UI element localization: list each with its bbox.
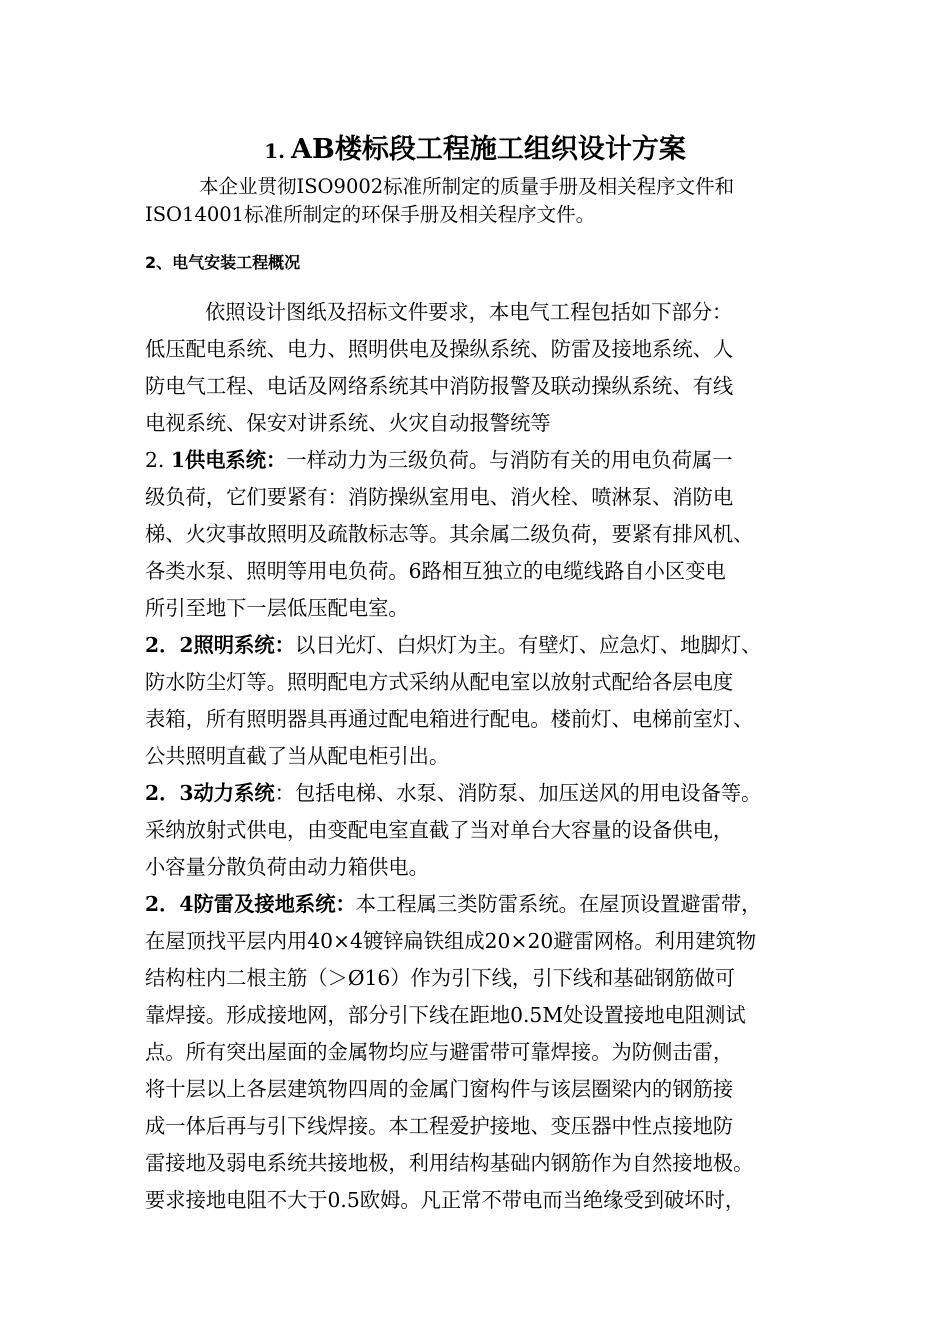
subsection-text: ：包括电梯、水泵、消防泵、加压送风的用电设备等。 — [274, 781, 762, 805]
subsection-label: 4防雷及接地系统： — [179, 892, 356, 916]
overview-line: 电视系统、保安对讲系统、火灾自动报警统等 — [145, 411, 551, 435]
intro-line: ISO14001标准所制定的环保手册及相关程序文件。 — [145, 203, 596, 226]
subsection-power-supply — [145, 442, 835, 479]
subsection-label: 3动力系统 — [179, 781, 275, 805]
paragraph-line: 表箱，所有照明器具再通过配电箱进行配电。楼前灯、电梯前室灯、 — [145, 707, 754, 731]
subsection-lighting — [145, 627, 835, 664]
subsection-number: 2. — [145, 448, 171, 472]
paragraph-line: 点。所有突出屋面的金属物均应与避雷带可靠焊接。为防侧击雷， — [145, 1040, 734, 1064]
subsection-number: 2． — [145, 633, 180, 657]
paragraph-line: 级负荷，它们要紧有：消防操纵室用电、消火栓、喷淋泵、消防电 — [145, 485, 734, 509]
title-number: 1. — [264, 139, 286, 163]
paragraph-line: 梯、火灾事故照明及疏散标志等。其余属二级负荷，要紧有排风机、 — [145, 522, 754, 546]
paragraph-line: 将十层以上各层建筑物四周的金属门窗构件与该层圈梁内的钢筋接 — [145, 1077, 734, 1101]
paragraph-line: 小容量分散负荷由动力箱供电。 — [145, 855, 429, 879]
subsection-label: 1供电系统： — [170, 448, 287, 472]
subsection-text: 一样动力为三级负荷。与消防有关的用电负荷属一 — [286, 448, 733, 472]
subsection-number: 2． — [145, 781, 180, 805]
document-body — [145, 294, 835, 1219]
subsection-text: 本工程属三类防雷系统。在屋顶设置避雷带， — [355, 892, 762, 916]
overview-line: 防电气工程、电话及网络系统其中消防报警及联动操纵系统、有线 — [145, 374, 734, 398]
intro-paragraph — [145, 173, 835, 229]
paragraph-line: 防水防尘灯等。照明配电方式采纳从配电室以放射式配给各层电度 — [145, 670, 734, 694]
subsection-lightning-grounding — [145, 886, 835, 923]
paragraph-line: 成一体后再与引下线焊接。本工程爱护接地、变压器中性点接地防 — [145, 1114, 734, 1138]
paragraph-line: 所引至地下一层低压配电室。 — [145, 596, 409, 620]
overview-line: 低压配电系统、电力、照明供电及操纵系统、防雷及接地系统、人 — [145, 337, 734, 361]
paragraph-line: 雷接地及弱电系统共接地极，利用结构基础内钢筋作为自然接地极。 — [145, 1151, 754, 1175]
intro-line: 本企业贯彻ISO9002标准所制定的质量手册及相关程序文件和 — [199, 175, 735, 198]
paragraph-line: 要求接地电阻不大于0.5欧姆。凡正常不带电而当绝缘受到破坏时， — [145, 1188, 746, 1212]
section-heading: 2、电气安装工程概况 — [145, 253, 301, 272]
document-title — [0, 130, 950, 171]
subsection-text: 以日光灯、白炽灯为主。有壁灯、应急灯、地脚灯、 — [294, 633, 762, 657]
subsection-power — [145, 775, 835, 812]
paragraph-line: 各类水泵、照明等用电负荷。6路相互独立的电缆线路自小区变电 — [145, 559, 726, 583]
overview-line: 依照设计图纸及招标文件要求，本电气工程包括如下部分： — [205, 300, 733, 324]
subsection-label: 2照明系统： — [179, 633, 295, 657]
paragraph-line: 结构柱内二根主筋（＞Ø16）作为引下线，引下线和基础钢筋做可 — [145, 966, 736, 990]
subsection-number: 2． — [145, 892, 180, 916]
paragraph-line: 在屋顶找平层内用40×4镀锌扁铁组成20×20避雷网格。利用建筑物 — [145, 929, 757, 953]
paragraph-line: 采纳放射式供电，由变配电室直截了当对单台大容量的设备供电， — [145, 818, 734, 842]
paragraph-line: 靠焊接。形成接地网，部分引下线在距地0.5M处设置接地电阻测试 — [145, 1003, 746, 1027]
title-text: AB楼标段工程施工组织设计方案 — [291, 134, 686, 165]
paragraph-line: 公共照明直截了当从配电柜引出。 — [145, 744, 450, 768]
